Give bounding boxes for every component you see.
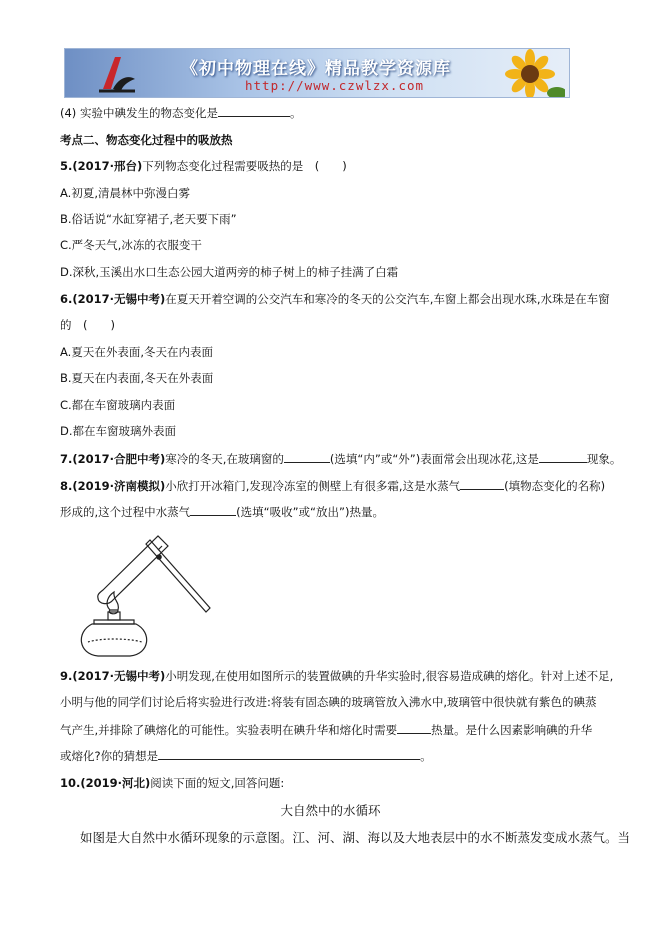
q4-text: (4) 实验中碘发生的物态变化是 [60,106,218,120]
passage-title: 大自然中的水循环 [280,803,381,818]
q9-line1-text: 小明发现,在使用如图所示的装置做碘的升华实验时,很容易造成碘的熔化。针对上述不足, [165,669,614,683]
q6-stem-line2: 的 ( ) [60,318,115,332]
q6-option-b: B.夏天在内表面,冬天在外表面 [60,371,214,385]
q8-part1: 小欣打开冰箱门,发现冷冻室的侧壁上有很多霜,这是水蒸气 [165,479,461,493]
q7-source: (2017·合肥中考) [72,452,166,466]
q8-number: 8. [60,479,73,493]
q5-option-c: C.严冬天气,冰冻的衣服变干 [60,238,202,252]
passage-line-1: 如图是大自然中水循环现象的示意图。江、河、湖、海以及大地表层中的水不断蒸发变成水蒸气。当 [80,830,631,845]
q9-blank-2[interactable] [158,747,420,760]
question-4-line [60,104,301,121]
q7-blank-2[interactable] [539,450,587,463]
q6-option-d: D.都在车窗玻璃外表面 [60,424,177,438]
q9-line4b: 。 [420,749,432,763]
q4-answer-blank[interactable] [218,104,290,117]
question-7-line [60,450,621,467]
q9-source: (2017·无锡中考) [72,669,166,683]
question-9-line1 [60,668,613,684]
question-9-line4 [60,747,432,764]
section-heading: 考点二、物态变化过程中的吸放热 [60,133,233,147]
logo-icon [95,53,139,95]
q10-number: 10. [60,776,81,790]
q7-part2: (选填“内”或“外”)表面常会出现冰花,这是 [329,452,539,466]
q9-number: 9. [60,669,73,683]
q4-end: 。 [289,106,302,120]
q7-blank-1[interactable] [284,450,330,463]
q9-line3b: 热量。是什么因素影响碘的升华 [431,723,593,737]
sunflower-icon [475,49,565,98]
q9-blank-1[interactable] [397,721,431,734]
q8-source: (2019·济南模拟) [72,479,166,493]
q6-option-a: A.夏天在外表面,冬天在内表面 [60,345,213,359]
question-10-line [60,775,284,791]
iodine-sublimation-apparatus-figure [70,520,230,660]
q8-blank-2[interactable] [190,503,236,516]
q5-option-b: B.俗话说“水缸穿裙子,老天要下雨” [60,212,237,226]
question-6-stem [60,291,610,307]
q8-part4: (选填“吸收”或“放出”)热量。 [236,505,384,519]
q6-source: (2017·无锡中考) [72,292,166,306]
question-8-line2 [60,503,384,520]
q6-number: 6. [60,292,73,306]
banner-url: http://www.czwlzx.com [245,78,425,93]
q7-part3: 现象。 [586,452,622,466]
q5-number: 5. [60,159,73,173]
q8-part3: 形成的,这个过程中水蒸气 [60,505,191,519]
q5-option-d: D.深秋,玉溪出水口生态公园大道两旁的柿子树上的柿子挂满了白霜 [60,265,399,279]
question-9-line3 [60,721,592,738]
q5-option-a: A.初夏,清晨林中弥漫白雾 [60,186,190,200]
q7-part1: 寒冷的冬天,在玻璃窗的 [165,452,284,466]
question-5-stem [60,158,347,174]
q5-stem-text: 下列物态变化过程需要吸热的是 ( ) [142,159,347,173]
banner-title: 《初中物理在线》精品教学资源库 [181,59,451,79]
q8-blank-1[interactable] [460,477,504,490]
q6-option-c: C.都在车窗玻璃内表面 [60,398,176,412]
q5-source: (2017·邢台) [72,159,143,173]
q6-stem-line1: 在夏天开着空调的公交汽车和寒冷的冬天的公交汽车,车窗上都会出现水珠,水珠是在车窗 [165,292,610,306]
q9-line3a: 气产生,并排除了碘熔化的可能性。实验表明在碘升华和熔化时需要 [60,723,398,737]
q10-source: (2019·河北) [80,776,151,790]
q10-stem: 阅读下面的短文,回答问题: [150,776,285,790]
header-banner [64,48,570,98]
question-9-line2: 小明与他的同学们讨论后将实验进行改进:将装有固态碘的玻璃管放入沸水中,玻璃管中很快就有紫色的碘蒸 [60,695,597,709]
q8-part2: (填物态变化的名称) [504,479,606,493]
question-8-line1 [60,477,605,494]
q7-number: 7. [60,452,73,466]
q9-line4a: 或熔化?你的猜想是 [60,749,159,763]
